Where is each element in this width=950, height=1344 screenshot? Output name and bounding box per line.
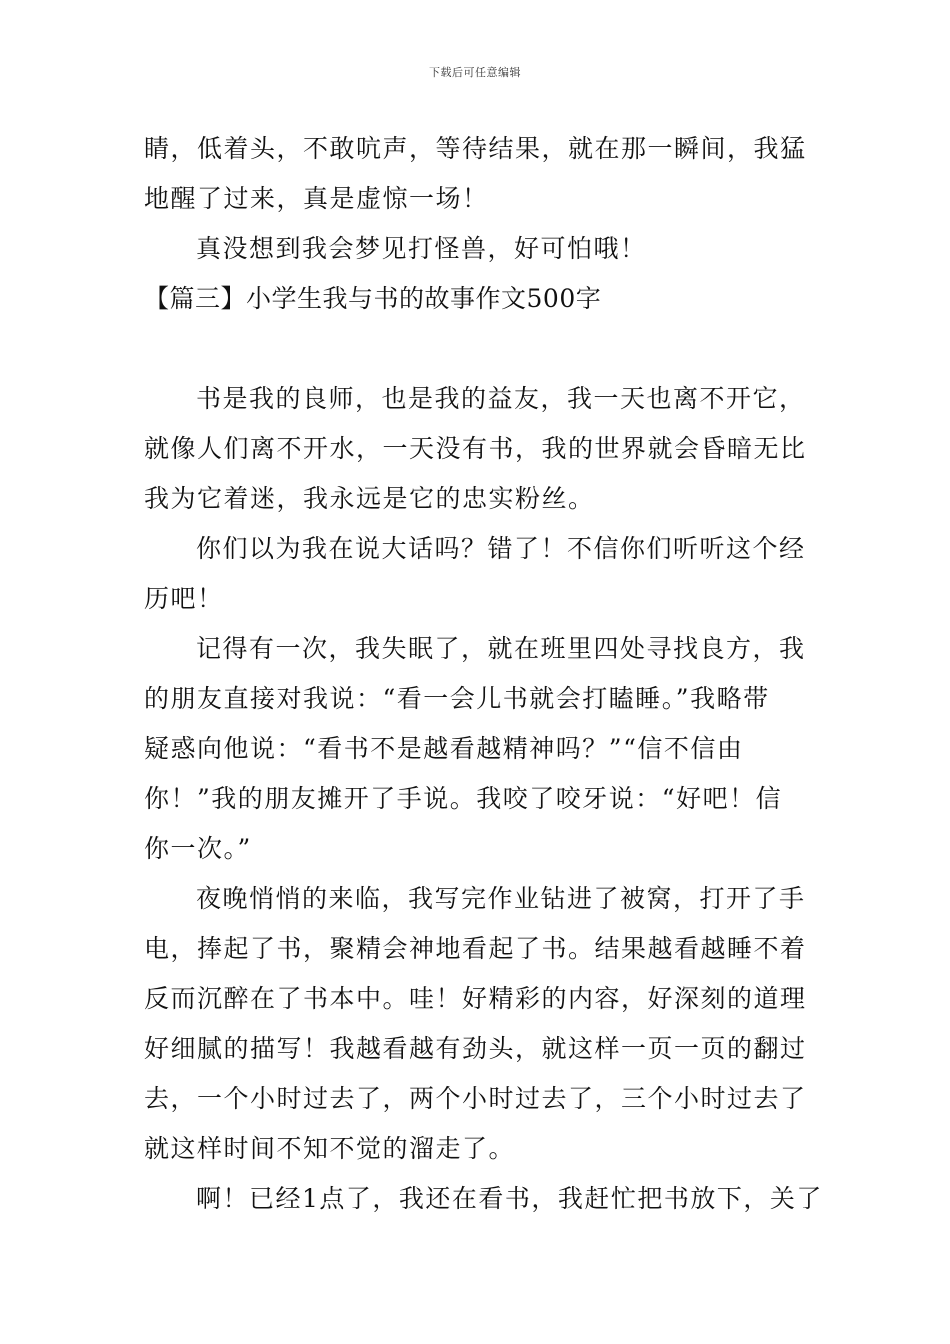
text-line: 你们以为我在说大话吗？错了！不信你们听听这个经 — [196, 534, 806, 563]
text-line: 记得有一次，我失眠了，就在班里四处寻找良方，我 — [196, 634, 806, 663]
paragraph — [144, 374, 809, 524]
text-line: 去，一个小时过去了，两个小时过去了，三个小时过去了 — [144, 1084, 807, 1113]
text-line: 你！”我的朋友摊开了手说。我咬了咬牙说：“好吧！信 — [144, 784, 783, 813]
paragraph — [144, 874, 809, 1174]
text-line: 我为它着迷，我永远是它的忠实粉丝。 — [144, 484, 595, 513]
text-line: 好细腻的描写！我越看越有劲头，就这样一页一页的翻过 — [144, 1034, 807, 1063]
paragraph — [144, 524, 809, 624]
text-line: 地醒了过来，真是虚惊一场！ — [144, 184, 489, 213]
text-line: 睛，低着头，不敢吭声，等待结果，就在那一瞬间，我猛 — [144, 134, 807, 163]
paragraph — [144, 224, 809, 274]
text-line: 反而沉醉在了书本中。哇！好精彩的内容，好深刻的道理 — [144, 984, 807, 1013]
text-line: 的朋友直接对我说：“看一会儿书就会打瞌睡。”我略带 — [144, 684, 770, 713]
paragraph — [144, 124, 809, 224]
blank-line — [144, 324, 809, 374]
text-line: 夜晚悄悄的来临，我写完作业钻进了被窝，打开了手 — [196, 884, 806, 913]
section-title: 【篇三】小学生我与书的故事作文500字 — [144, 284, 602, 313]
paragraph — [144, 624, 809, 874]
text-line: 啊！已经1点了，我还在看书，我赶忙把书放下，关了 — [196, 1184, 823, 1213]
paragraph — [144, 1174, 823, 1224]
text-line: 书是我的良师，也是我的益友，我一天也离不开它， — [196, 384, 806, 413]
text-line: 你一次。” — [144, 834, 252, 863]
document-body — [144, 124, 823, 1224]
text-line: 疑惑向他说：“看书不是越看越精神吗？”“信不信由 — [144, 734, 744, 763]
text-line: 真没想到我会梦见打怪兽，好可怕哦！ — [196, 234, 647, 263]
text-line: 就这样时间不知不觉的溜走了。 — [144, 1134, 516, 1163]
text-line: 电，捧起了书，聚精会神地看起了书。结果越看越睡不着 — [144, 934, 807, 963]
text-line: 就像人们离不开水，一天没有书，我的世界就会昏暗无比 — [144, 434, 807, 463]
text-line: 历吧！ — [144, 584, 224, 613]
page-header: 下载后可任意编辑 — [429, 66, 521, 79]
